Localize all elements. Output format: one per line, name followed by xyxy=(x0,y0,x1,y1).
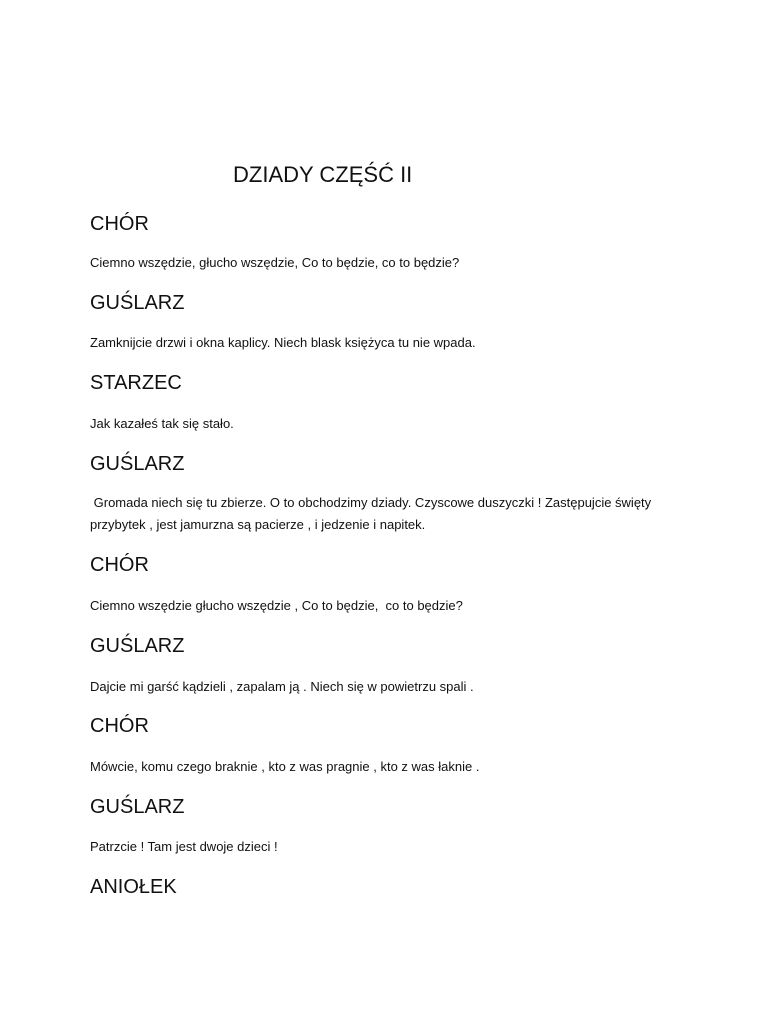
dialogue-line: Mówcie, komu czego braknie , kto z was pragnie , kto z was łaknie . xyxy=(90,759,480,774)
dialogue-line: Gromada niech się tu zbierze. O to obchodzimy dziady. Czyscowe duszyczki ! Zastępujcie święty przybytek , jest jamurzna są pacierze , i jedzenie i napitek. xyxy=(90,495,655,532)
dialogue-line: Zamknijcie drzwi i okna kaplicy. Niech blask księżyca tu nie wpada. xyxy=(90,335,476,350)
speaker-heading: CHÓR xyxy=(90,554,149,576)
dialogue-line: Patrzcie ! Tam jest dwoje dzieci ! xyxy=(90,839,278,854)
speaker-heading: GUŚLARZ xyxy=(90,796,185,818)
speaker-heading: CHÓR xyxy=(90,213,149,235)
speaker-heading: CHÓR xyxy=(90,715,149,737)
speaker-heading: GUŚLARZ xyxy=(90,635,185,657)
document-title: DZIADY CZĘŚĆ II xyxy=(233,162,413,187)
speaker-heading: GUŚLARZ xyxy=(90,292,185,314)
speaker-heading: STARZEC xyxy=(90,372,182,394)
dialogue-line: Ciemno wszędzie, głucho wszędzie, Co to będzie, co to będzie? xyxy=(90,255,460,270)
speaker-heading: GUŚLARZ xyxy=(90,453,185,475)
dialogue-line: Ciemno wszędzie głucho wszędzie , Co to będzie, co to będzie? xyxy=(90,598,463,613)
speaker-heading: ANIOŁEK xyxy=(90,876,177,898)
dialogue-line: Jak kazałeś tak się stało. xyxy=(90,416,234,431)
dialogue-line: Dajcie mi garść kądzieli , zapalam ją . Niech się w powietrzu spali . xyxy=(90,679,474,694)
